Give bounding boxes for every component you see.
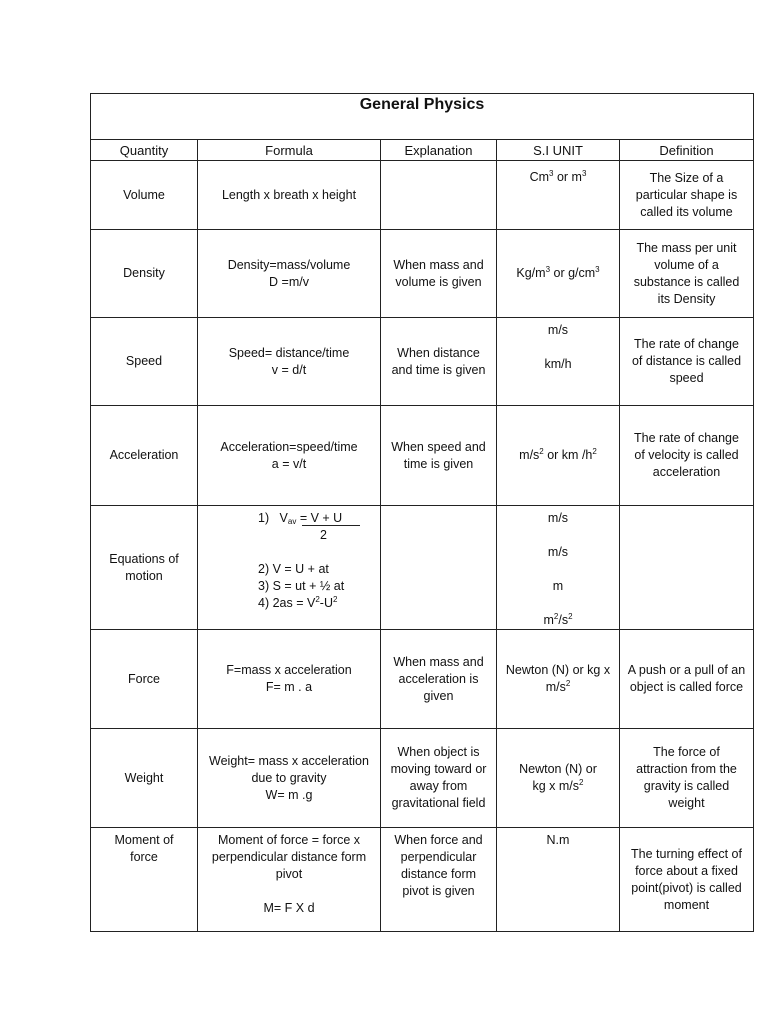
unit-sup: 2 bbox=[592, 447, 597, 456]
formula-line: Density=mass/volume bbox=[227, 257, 351, 272]
definition-line: weight bbox=[668, 796, 705, 810]
equation-number: 1) bbox=[258, 511, 270, 525]
explanation-cell bbox=[381, 161, 497, 230]
definition-cell bbox=[620, 318, 754, 406]
definition-line: object is called force bbox=[629, 680, 744, 694]
unit-text: m/s bbox=[519, 448, 540, 462]
definition-cell bbox=[620, 230, 754, 318]
formula-cell bbox=[198, 828, 381, 932]
explanation-line: When speed and bbox=[391, 439, 486, 454]
formula-line: Speed= distance/time bbox=[228, 345, 350, 360]
unit-cell bbox=[497, 406, 620, 506]
definition-line: The force of bbox=[653, 745, 720, 759]
unit-sup: 2 bbox=[539, 447, 544, 456]
explanation-line: gravitational field bbox=[391, 796, 486, 810]
formula-line: D =m/v bbox=[269, 274, 309, 289]
unit-line: Newton (N) or bbox=[519, 762, 597, 776]
page-title: General Physics bbox=[359, 96, 485, 113]
unit-cell bbox=[497, 630, 620, 729]
explanation-cell bbox=[381, 729, 497, 828]
header-formula: Formula bbox=[198, 140, 381, 161]
definition-cell bbox=[620, 406, 754, 506]
definition-line: The rate of change bbox=[634, 431, 739, 445]
definition-line: The rate of change bbox=[634, 337, 739, 351]
definition-line: volume of a bbox=[654, 257, 719, 272]
explanation-cell bbox=[381, 506, 497, 630]
title-cell bbox=[91, 94, 754, 140]
unit-cell bbox=[497, 506, 620, 630]
quantity-line: Moment of bbox=[114, 833, 174, 847]
explanation-line: When distance bbox=[397, 345, 480, 360]
formula-line: perpendicular distance form bbox=[211, 850, 367, 864]
formula-line: pivot bbox=[275, 867, 303, 881]
explanation-line: volume is given bbox=[395, 274, 482, 289]
equation-4 bbox=[258, 595, 376, 612]
unit-line: m bbox=[552, 579, 564, 593]
definition-line: acceleration bbox=[652, 465, 721, 479]
equation-text: = V + U bbox=[296, 511, 343, 525]
unit-text: or g/cm bbox=[550, 266, 596, 280]
unit-text: Kg/m bbox=[516, 266, 546, 280]
quantity-cell: Acceleration bbox=[91, 406, 198, 506]
formula-cell bbox=[198, 230, 381, 318]
quantity-line: motion bbox=[125, 568, 163, 583]
explanation-line: and time is given bbox=[391, 362, 486, 377]
definition-line: substance is called bbox=[633, 274, 740, 289]
definition-line: called its volume bbox=[640, 204, 733, 219]
unit-sup: 2 bbox=[565, 679, 571, 688]
formula-cell bbox=[198, 506, 381, 630]
unit-sup: 3 bbox=[545, 265, 551, 274]
equation-sup: 2 bbox=[332, 595, 338, 604]
header-si-unit: S.I UNIT bbox=[497, 140, 620, 161]
explanation-line: moving toward or bbox=[390, 762, 487, 776]
table-row bbox=[91, 506, 754, 630]
unit-text: m/s bbox=[545, 680, 566, 694]
definition-line: point(pivot) is called bbox=[631, 880, 742, 895]
equation-text: V bbox=[279, 511, 288, 525]
explanation-line: pivot is given bbox=[402, 884, 475, 898]
unit-cell bbox=[497, 318, 620, 406]
equation-2: 2) V = U + at bbox=[258, 562, 329, 576]
explanation-cell bbox=[381, 630, 497, 729]
unit-text: or m bbox=[553, 170, 582, 184]
formula-line: F= m . a bbox=[265, 680, 313, 694]
unit-text: /s bbox=[558, 613, 569, 627]
unit-sup: 3 bbox=[549, 169, 554, 178]
header-row bbox=[91, 140, 754, 161]
explanation-line: given bbox=[423, 688, 454, 703]
explanation-cell bbox=[381, 318, 497, 406]
equation-1 bbox=[258, 510, 376, 527]
definition-line: force about a fixed bbox=[635, 863, 738, 878]
unit-sup: 2 bbox=[553, 612, 559, 621]
unit-text: kg x m/s bbox=[532, 779, 580, 793]
unit-text: m bbox=[543, 613, 554, 627]
unit-cell bbox=[497, 729, 620, 828]
definition-line: speed bbox=[669, 371, 704, 385]
quantity-line: Equations of bbox=[109, 551, 179, 566]
unit-line: m/s bbox=[547, 511, 569, 525]
explanation-line: When object is bbox=[397, 745, 480, 759]
definition-line: moment bbox=[663, 897, 710, 912]
quantity-cell bbox=[91, 506, 198, 630]
unit-sup: 3 bbox=[581, 169, 587, 178]
unit-line: km/h bbox=[544, 357, 572, 371]
header-explanation: Explanation bbox=[381, 140, 497, 161]
definition-line: of velocity is called bbox=[634, 448, 739, 462]
definition-line: particular shape is bbox=[635, 187, 738, 202]
unit-sup: 3 bbox=[595, 265, 600, 274]
definition-line: The mass per unit bbox=[636, 240, 737, 255]
formula-line: v = d/t bbox=[271, 362, 307, 377]
unit-text: Cm bbox=[529, 170, 550, 184]
equation-sub: av bbox=[287, 517, 297, 526]
unit-line: m/s bbox=[547, 545, 569, 559]
table-row bbox=[91, 828, 754, 932]
quantity-cell: Volume bbox=[91, 161, 198, 230]
quantity-cell: Speed bbox=[91, 318, 198, 406]
quantity-cell bbox=[91, 828, 198, 932]
unit-line bbox=[501, 778, 615, 795]
table-row bbox=[91, 230, 754, 318]
definition-line: A push or a pull of an bbox=[627, 663, 746, 677]
explanation-line: time is given bbox=[403, 456, 474, 471]
unit-line bbox=[501, 612, 615, 629]
explanation-line: When mass and bbox=[393, 257, 484, 272]
equation-sup: 2 bbox=[315, 595, 320, 604]
equation-denominator: 2 bbox=[320, 528, 327, 542]
formula-cell bbox=[198, 406, 381, 506]
explanation-line: When mass and bbox=[393, 654, 484, 669]
explanation-cell bbox=[381, 828, 497, 932]
formula-line: due to gravity bbox=[251, 770, 327, 785]
header-quantity: Quantity bbox=[91, 140, 198, 161]
explanation-line: distance form bbox=[400, 867, 477, 881]
quantity-cell: Density bbox=[91, 230, 198, 318]
physics-table bbox=[90, 93, 754, 932]
table-row bbox=[91, 161, 754, 230]
formula-line: a = v/t bbox=[271, 456, 307, 471]
definition-line: The Size of a bbox=[649, 170, 724, 185]
formula-line: Acceleration=speed/time bbox=[220, 439, 358, 454]
unit-line: Newton (N) or kg x bbox=[505, 663, 611, 677]
physics-sheet bbox=[90, 93, 753, 932]
unit-sup: 2 bbox=[579, 778, 584, 787]
unit-line: m/s bbox=[547, 323, 569, 337]
formula-cell bbox=[198, 630, 381, 729]
definition-cell bbox=[620, 506, 754, 630]
definition-line: attraction from the bbox=[636, 762, 737, 776]
equation-text: 4) 2as = V bbox=[258, 596, 316, 610]
formula-cell bbox=[198, 318, 381, 406]
table-row bbox=[91, 729, 754, 828]
unit-cell bbox=[497, 161, 620, 230]
explanation-cell bbox=[381, 406, 497, 506]
formula-line: M= F X d bbox=[263, 901, 315, 915]
formula-cell: Length x breath x height bbox=[198, 161, 381, 230]
unit-cell: N.m bbox=[497, 828, 620, 932]
definition-cell bbox=[620, 630, 754, 729]
formula-cell bbox=[198, 729, 381, 828]
definition-cell bbox=[620, 161, 754, 230]
definition-line: of distance is called bbox=[631, 354, 742, 368]
definition-cell bbox=[620, 729, 754, 828]
explanation-cell bbox=[381, 230, 497, 318]
explanation-line: perpendicular bbox=[400, 850, 477, 864]
quantity-cell: Force bbox=[91, 630, 198, 729]
formula-line: Weight= mass x acceleration bbox=[209, 753, 369, 768]
equation-text: -U bbox=[319, 596, 333, 610]
unit-sup: 2 bbox=[568, 612, 573, 621]
table-row bbox=[91, 630, 754, 729]
explanation-line: When force and bbox=[394, 833, 483, 847]
formula-line: W= m .g bbox=[265, 787, 313, 802]
header-definition: Definition bbox=[620, 140, 754, 161]
formula-line: Moment of force = force x bbox=[217, 833, 361, 847]
unit-cell bbox=[497, 230, 620, 318]
explanation-line: acceleration is bbox=[398, 671, 479, 686]
quantity-cell: Weight bbox=[91, 729, 198, 828]
definition-line: its Density bbox=[657, 291, 716, 306]
table-row bbox=[91, 406, 754, 506]
equation-3: 3) S = ut + ½ at bbox=[258, 579, 345, 593]
unit-text: or km /h bbox=[543, 448, 593, 462]
quantity-line: force bbox=[130, 850, 158, 864]
definition-line: gravity is called bbox=[643, 779, 730, 793]
unit-line bbox=[501, 679, 615, 696]
definition-line: The turning effect of bbox=[631, 846, 742, 861]
explanation-line: away from bbox=[409, 779, 468, 793]
formula-line: F=mass x acceleration bbox=[226, 663, 352, 677]
table-row bbox=[91, 318, 754, 406]
definition-cell bbox=[620, 828, 754, 932]
